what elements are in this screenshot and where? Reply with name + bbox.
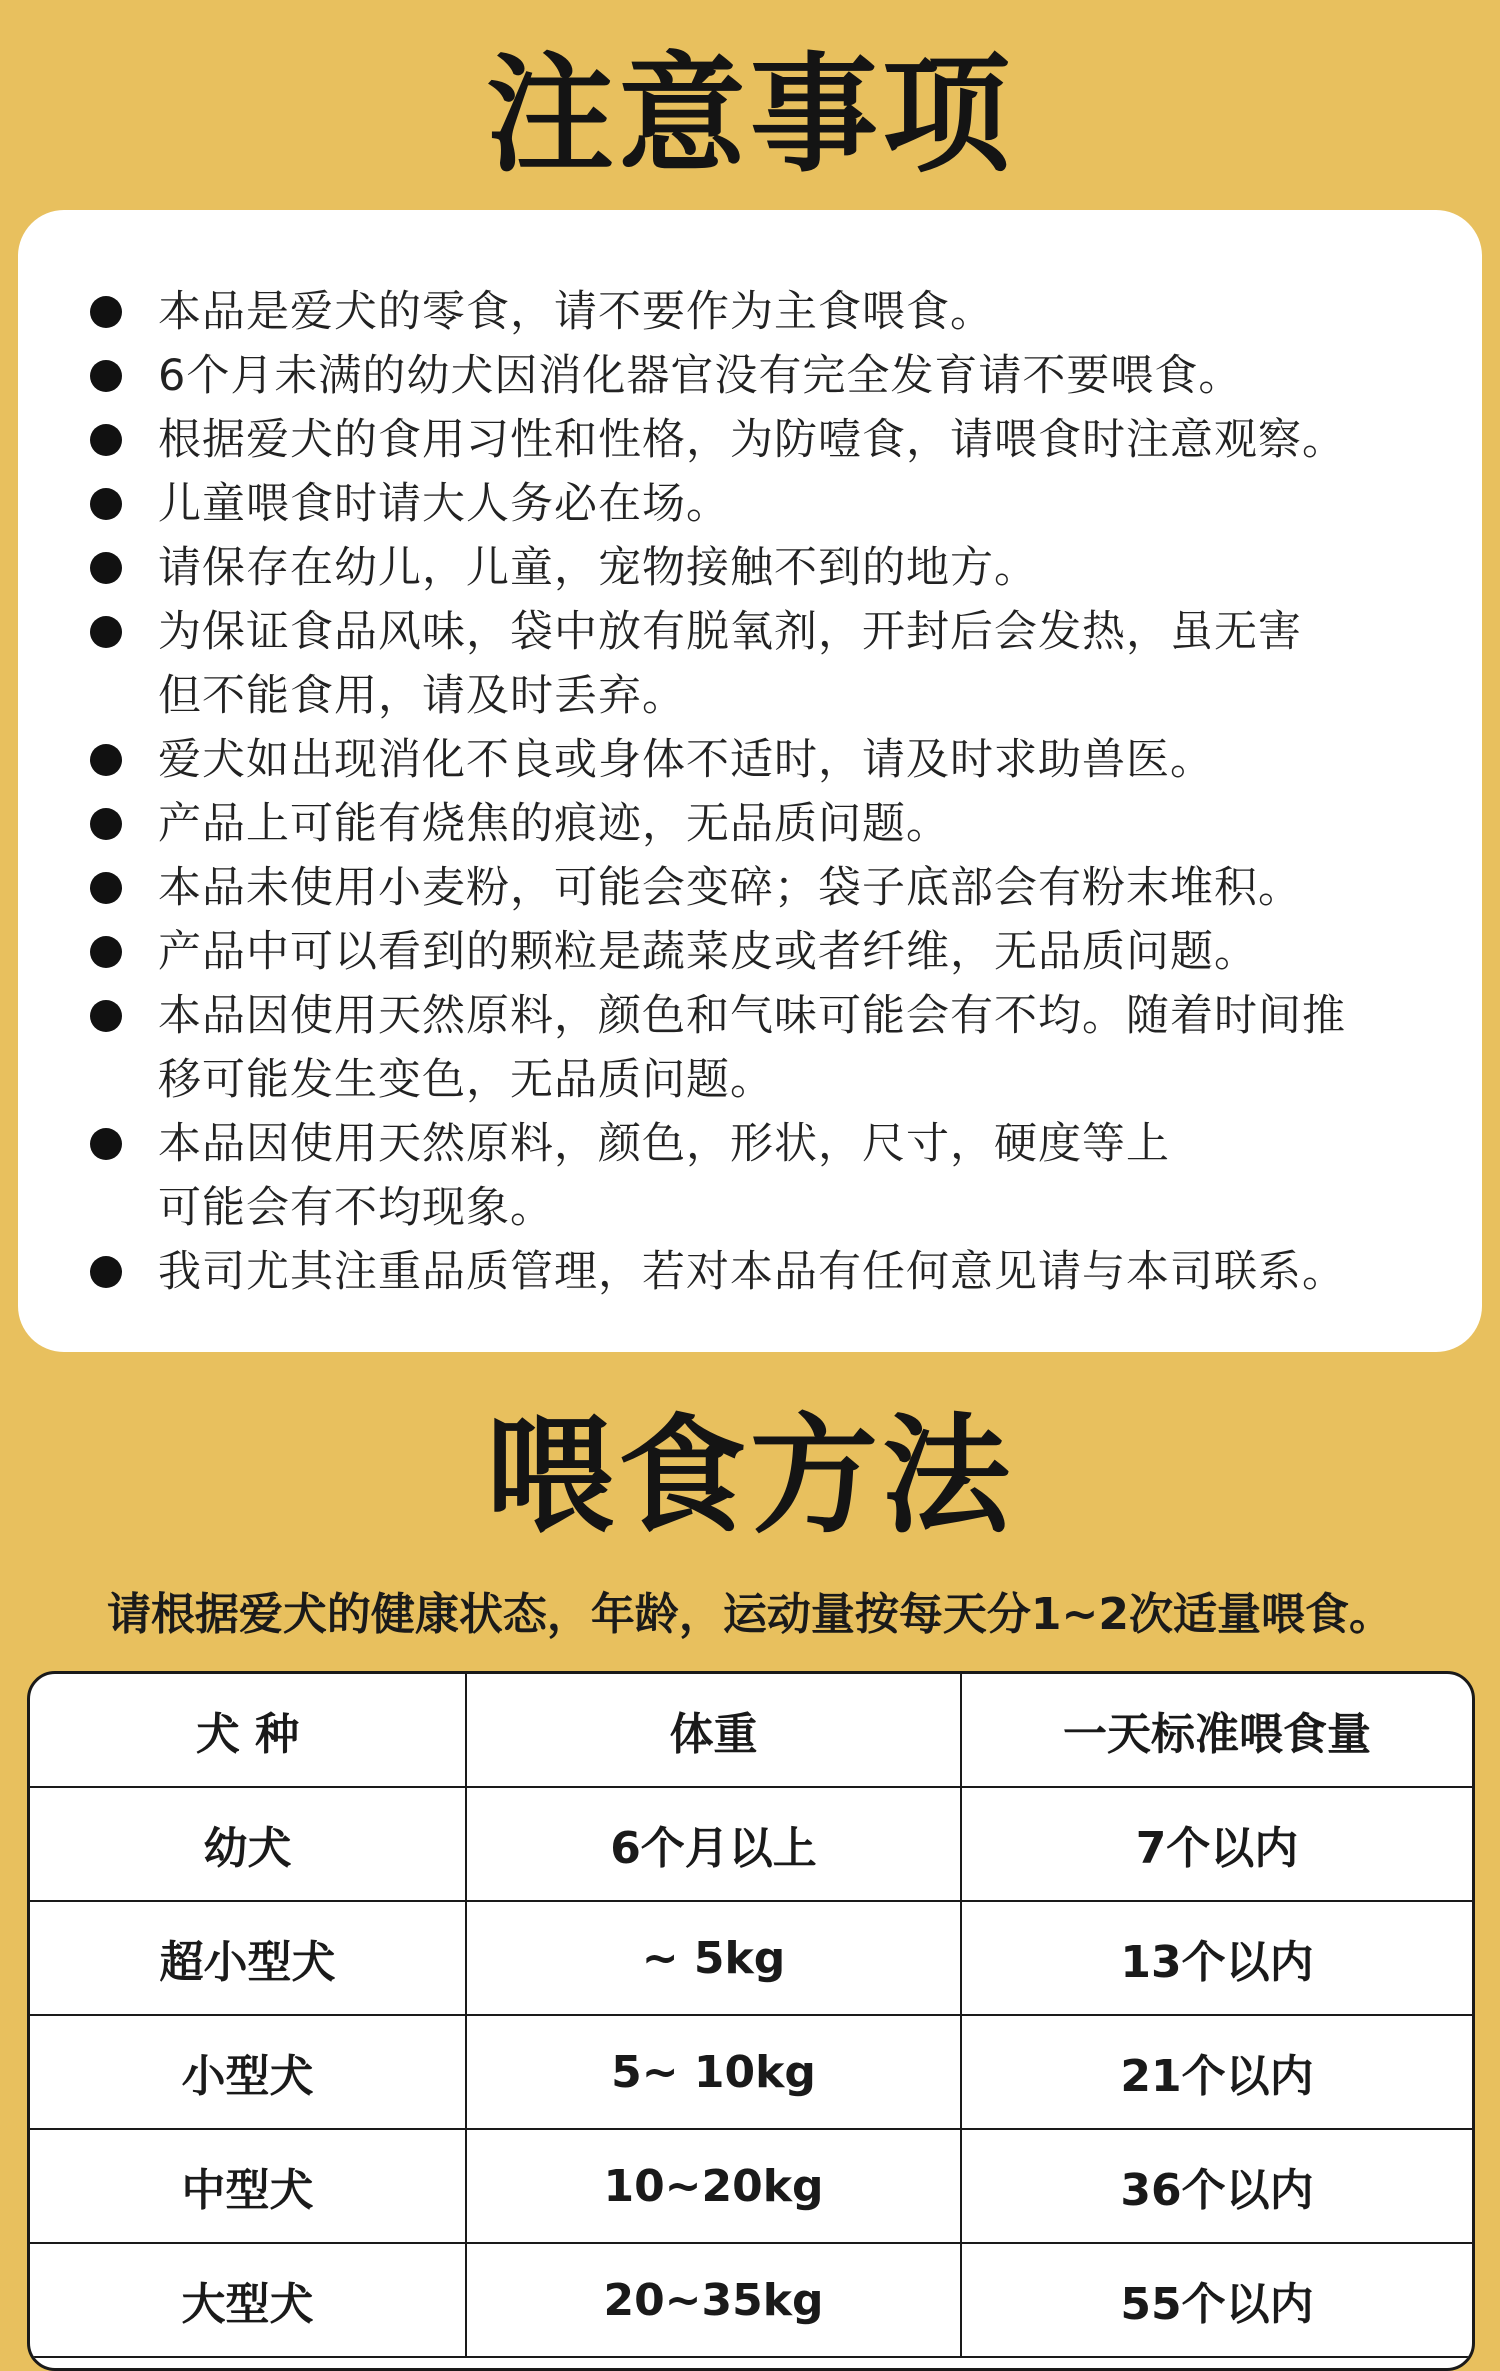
table-header-row	[30, 1674, 1472, 1787]
list-item	[70, 728, 1442, 792]
note-text: 本品因使用天然原料，颜色，形状，尺寸，硬度等上	[158, 1119, 1170, 1169]
bullet-icon	[90, 296, 122, 328]
note-text: 爱犬如出现消化不良或身体不适时，请及时求助兽医。	[158, 735, 1214, 785]
list-item	[70, 1240, 1442, 1304]
table-row	[30, 2015, 1472, 2129]
feeding-subtitle: 请根据爱犬的健康状态，年龄，运动量按每天分1~2次适量喂食。	[106, 1589, 1394, 1640]
note-text: 儿童喂食时请大人务必在场。	[158, 479, 730, 529]
table-row	[30, 1787, 1472, 1901]
bullet-icon	[90, 1256, 122, 1288]
list-item	[70, 344, 1442, 408]
cell-breed: 大型犬	[30, 2243, 466, 2357]
list-item	[70, 408, 1442, 472]
cell-weight: ~ 5kg	[466, 1901, 961, 2015]
bullet-icon	[90, 872, 122, 904]
bullet-icon	[90, 616, 122, 648]
bullet-icon	[90, 552, 122, 584]
list-item	[70, 536, 1442, 600]
note-text: 但不能食用，请及时丢弃。	[158, 671, 686, 721]
note-text: 本品是爱犬的零食，请不要作为主食喂食。	[158, 287, 994, 337]
cell-daily-amount: 7个以内	[961, 1787, 1472, 1901]
note-text: 根据爱犬的食用习性和性格，为防噎食，请喂食时注意观察。	[158, 415, 1346, 465]
list-item	[70, 280, 1442, 344]
cell-weight: 5~ 10kg	[466, 2015, 961, 2129]
note-text: 请保存在幼儿，儿童，宠物接触不到的地方。	[158, 543, 1038, 593]
list-item	[70, 1112, 1442, 1240]
cell-breed: 超小型犬	[30, 1901, 466, 2015]
note-text: 本品因使用天然原料，颜色和气味可能会有不均。随着时间推	[158, 991, 1346, 1041]
cell-weight: 10~20kg	[466, 2129, 961, 2243]
bullet-icon	[90, 424, 122, 456]
feeding-title: 喂食方法	[485, 1402, 1014, 1551]
cell-daily-amount: 21个以内	[961, 2015, 1472, 2129]
header-daily-amount: 一天标准喂食量	[961, 1674, 1472, 1787]
feeding-table	[30, 1674, 1472, 2358]
bullet-icon	[90, 360, 122, 392]
table-row	[30, 1901, 1472, 2015]
table-row	[30, 2243, 1472, 2357]
list-item	[70, 600, 1442, 728]
note-text: 产品上可能有烧焦的痕迹，无品质问题。	[158, 799, 950, 849]
bullet-icon	[90, 744, 122, 776]
list-item	[70, 984, 1442, 1112]
list-item	[70, 920, 1442, 984]
note-text: 可能会有不均现象。	[158, 1183, 554, 1233]
note-text: 我司尤其注重品质管理，若对本品有任何意见请与本司联系。	[158, 1247, 1346, 1297]
cell-weight: 20~35kg	[466, 2243, 961, 2357]
bullet-icon	[90, 1000, 122, 1032]
bullet-icon	[90, 808, 122, 840]
list-item	[70, 856, 1442, 920]
notes-card	[18, 210, 1482, 1352]
cell-daily-amount: 36个以内	[961, 2129, 1472, 2243]
note-text: 移可能发生变色，无品质问题。	[158, 1055, 774, 1105]
header-breed: 犬 种	[30, 1674, 466, 1787]
notes-list	[70, 280, 1442, 1304]
list-item	[70, 792, 1442, 856]
note-text: 产品中可以看到的颗粒是蔬菜皮或者纤维，无品质问题。	[158, 927, 1258, 977]
cell-daily-amount: 55个以内	[961, 2243, 1472, 2357]
bullet-icon	[90, 1128, 122, 1160]
cell-breed: 中型犬	[30, 2129, 466, 2243]
cell-daily-amount: 13个以内	[961, 1901, 1472, 2015]
note-text: 本品未使用小麦粉，可能会变碎；袋子底部会有粉末堆积。	[158, 863, 1302, 913]
note-text: 为保证食品风味，袋中放有脱氧剂，开封后会发热，虽无害	[158, 607, 1302, 657]
note-text: 6个月未满的幼犬因消化器官没有完全发育请不要喂食。	[158, 351, 1243, 401]
bullet-icon	[90, 488, 122, 520]
cell-breed: 小型犬	[30, 2015, 466, 2129]
table-body	[30, 1787, 1472, 2357]
cell-breed: 幼犬	[30, 1787, 466, 1901]
bullet-icon	[90, 936, 122, 968]
list-item	[70, 472, 1442, 536]
feeding-table-container	[27, 1671, 1475, 2371]
header-weight: 体重	[466, 1674, 961, 1787]
notes-title: 注意事项	[485, 41, 1014, 190]
table-row	[30, 2129, 1472, 2243]
cell-weight: 6个月以上	[466, 1787, 961, 1901]
